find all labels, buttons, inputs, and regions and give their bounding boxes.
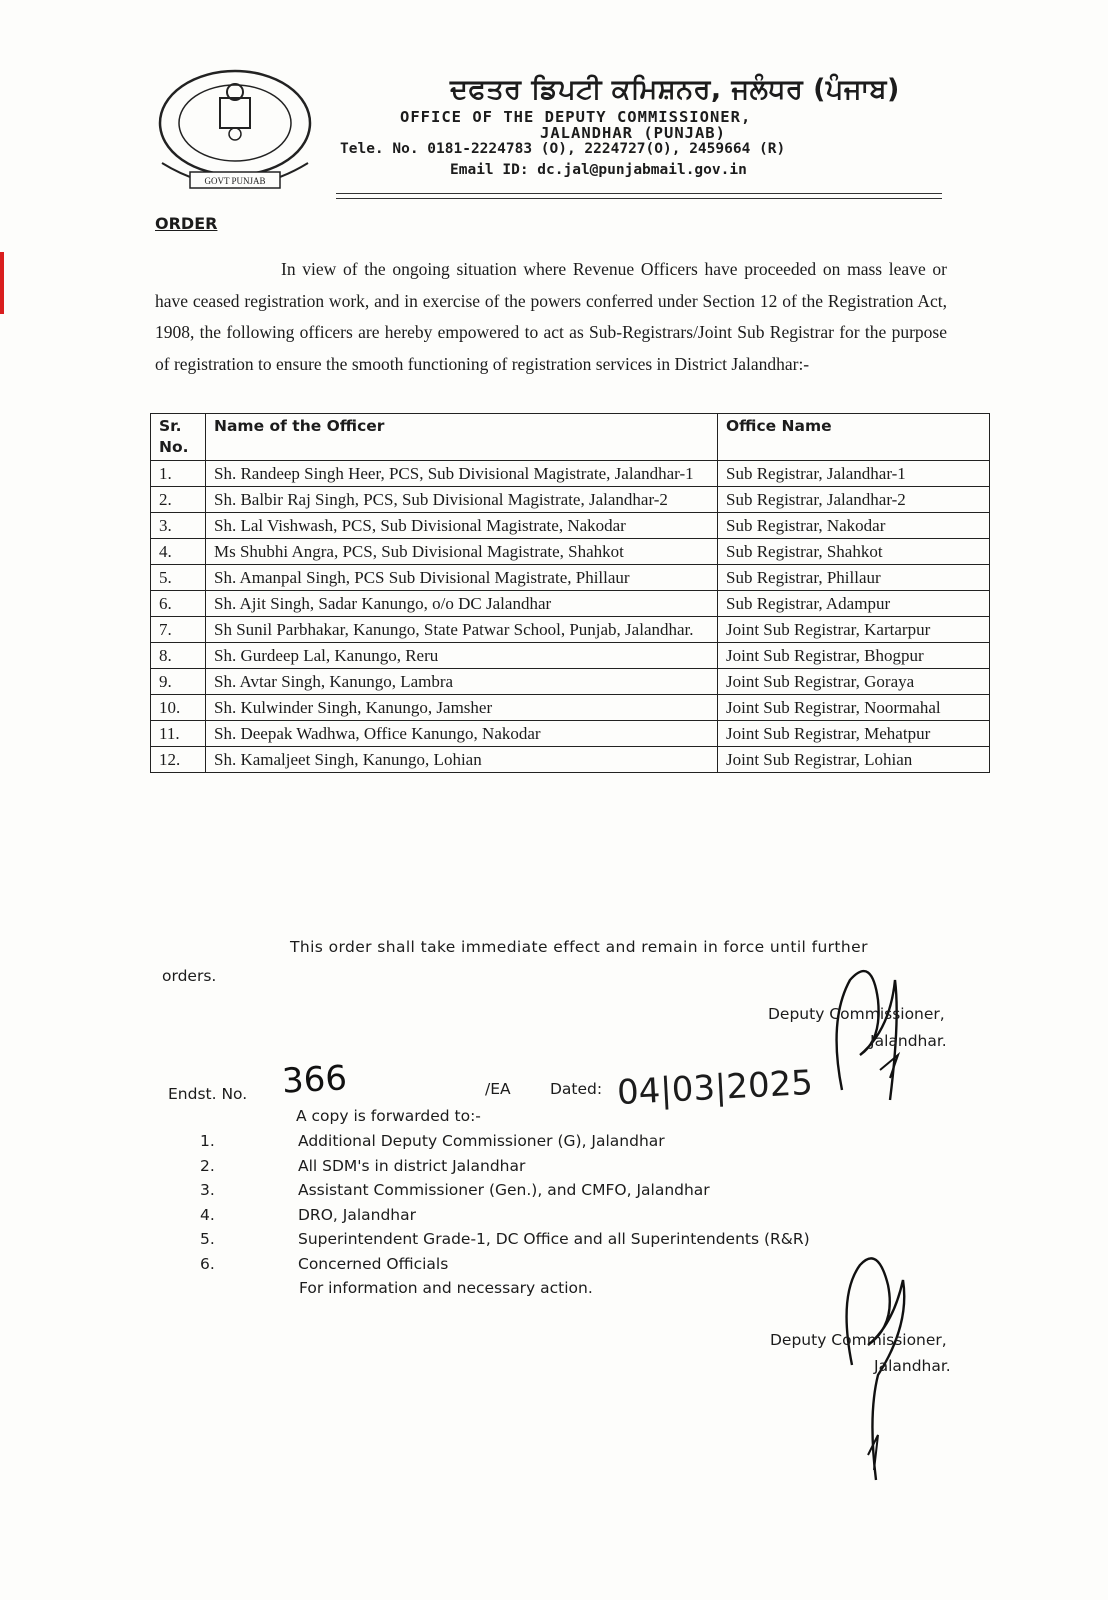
table-row [151,513,990,539]
row-sr: 11. [151,721,206,747]
dated-label: Dated: [550,1080,603,1098]
table-row [151,695,990,721]
row-sr: 9. [151,669,206,695]
signatory-place: Jalandhar. [874,1357,951,1375]
row-office: Sub Registrar, Shahkot [718,539,990,565]
table-row [151,487,990,513]
recipient-text: Concerned Officials [298,1254,449,1273]
recipient-number: 2. [200,1156,215,1175]
list-item [200,1230,810,1255]
row-office: Sub Registrar, Nakodar [718,513,990,539]
table-row [151,721,990,747]
row-officer: Sh. Gurdeep Lal, Kanungo, Reru [206,643,718,669]
row-office: Joint Sub Registrar, Bhogpur [718,643,990,669]
recipient-text: Assistant Commissioner (Gen.), and CMFO, Jalandhar [298,1181,710,1199]
row-sr: 8. [151,643,206,669]
recipient-number: 1. [200,1132,215,1150]
table-row [151,747,990,773]
table-row [151,617,990,643]
office-name-english: OFFICE OF THE DEPUTY COMMISSIONER, [400,108,752,126]
list-item [200,1181,810,1206]
recipient-number: 4. [200,1205,215,1224]
row-officer: Sh. Lal Vishwash, PCS, Sub Divisional Magistrate, Nakodar [206,513,718,539]
row-officer: Sh. Balbir Raj Singh, PCS, Sub Divisional Magistrate, Jalandhar-2 [206,487,718,513]
recipient-number: 3. [200,1181,215,1199]
row-office: Joint Sub Registrar, Kartarpur [718,617,990,643]
row-sr: 4. [151,539,206,565]
row-office: Sub Registrar, Phillaur [718,565,990,591]
recipient-number: 6. [200,1254,215,1273]
row-sr: 12. [151,747,206,773]
endorsement-suffix: /EA [485,1080,511,1098]
table-row [151,565,990,591]
signatory-place: Jalandhar. [870,1032,947,1050]
row-sr: 6. [151,591,206,617]
row-sr: 7. [151,617,206,643]
row-officer: Sh. Kamaljeet Singh, Kanungo, Lohian [206,747,718,773]
row-officer: Sh. Deepak Wadhwa, Office Kanungo, Nakodar [206,721,718,747]
recipient-text: DRO, Jalandhar [298,1205,416,1224]
row-officer: Sh. Kulwinder Singh, Kanungo, Jamsher [206,695,718,721]
row-office: Joint Sub Registrar, Lohian [718,747,990,773]
order-title: ORDER [155,214,218,233]
list-item [200,1255,810,1280]
letterhead-divider [336,193,942,194]
scan-edge-mark [0,252,4,314]
row-officer: Sh. Randeep Singh Heer, PCS, Sub Divisional Magistrate, Jalandhar-1 [206,461,718,487]
table-header-row [151,414,990,461]
closing-line-end: orders. [162,967,217,985]
signatory-title: Deputy Commissioner, [770,1331,947,1349]
office-name-punjabi: ਦਫਤਰ ਡਿਪਟੀ ਕਮਿਸ਼ਨਰ, ਜਲੰਧਰ (ਪੰਜਾਬ) [450,74,900,105]
row-officer: Sh Sunil Parbhakar, Kanungo, State Patwar School, Punjab, Jalandhar. [206,617,718,643]
table-row [151,591,990,617]
office-phone: Tele. No. 0181-2224783 (O), 2224727(O), 2459664 (R) [340,141,786,157]
list-item [200,1157,810,1182]
table-row [151,539,990,565]
row-officer: Sh. Avtar Singh, Kanungo, Lambra [206,669,718,695]
office-city: JALANDHAR (PUNJAB) [540,124,726,142]
signatory-title: Deputy Commissioner, [768,1005,945,1023]
recipient-number: 5. [200,1230,215,1248]
row-sr: 3. [151,513,206,539]
row-office: Joint Sub Registrar, Mehatpur [718,721,990,747]
table-row [151,461,990,487]
header-sr-no: Sr. No. [151,414,206,461]
endorsement-date: 04|03|2025 [616,1062,814,1114]
recipient-text: All SDM's in district Jalandhar [298,1156,526,1175]
endorsement-label: Endst. No. [168,1085,248,1103]
forward-text: A copy is forwarded to:- [296,1107,481,1125]
recipient-text: Additional Deputy Commissioner (G), Jalandhar [298,1132,665,1150]
row-office: Sub Registrar, Jalandhar-2 [718,487,990,513]
row-office: Joint Sub Registrar, Goraya [718,669,990,695]
letterhead-divider [336,198,942,199]
header-office-name: Office Name [718,414,990,461]
recipient-text: Superintendent Grade-1, DC Office and all Superintendents (R&R) [298,1230,810,1248]
recipients-list [200,1132,810,1279]
row-sr: 1. [151,461,206,487]
officers-table [150,413,990,773]
table-row [151,669,990,695]
closing-line: This order shall take immediate effect and remain in force until further [290,938,868,956]
row-officer: Ms Shubhi Angra, PCS, Sub Divisional Magistrate, Shahkot [206,539,718,565]
endorsement-number: 366 [280,1058,348,1102]
order-body: In view of the ongoing situation where Revenue Officers have proceeded on mass leave or have ceased registration work, and in exercise of the powers conferred under Section 12 of the Registration Act, 1908, the following officers are hereby empowered to act as Sub-Registrars/Joint Sub Registrar for the purpose of registration to ensure the smooth functioning of registration services in District Jalandhar:- [155,259,947,374]
row-sr: 2. [151,487,206,513]
list-item [200,1206,810,1231]
table-row [151,643,990,669]
punjab-govt-emblem-icon [150,68,320,196]
list-item [200,1132,810,1157]
info-line: For information and necessary action. [299,1279,593,1297]
row-office: Sub Registrar, Jalandhar-1 [718,461,990,487]
row-officer: Sh. Ajit Singh, Sadar Kanungo, o/o DC Jalandhar [206,591,718,617]
row-officer: Sh. Amanpal Singh, PCS Sub Divisional Magistrate, Phillaur [206,565,718,591]
row-office: Joint Sub Registrar, Noormahal [718,695,990,721]
header-officer-name: Name of the Officer [206,414,718,461]
row-sr: 5. [151,565,206,591]
row-sr: 10. [151,695,206,721]
office-email: Email ID: dc.jal@punjabmail.gov.in [450,162,747,178]
emblem-caption: GOVT PUNJAB [204,176,266,186]
row-office: Sub Registrar, Adampur [718,591,990,617]
